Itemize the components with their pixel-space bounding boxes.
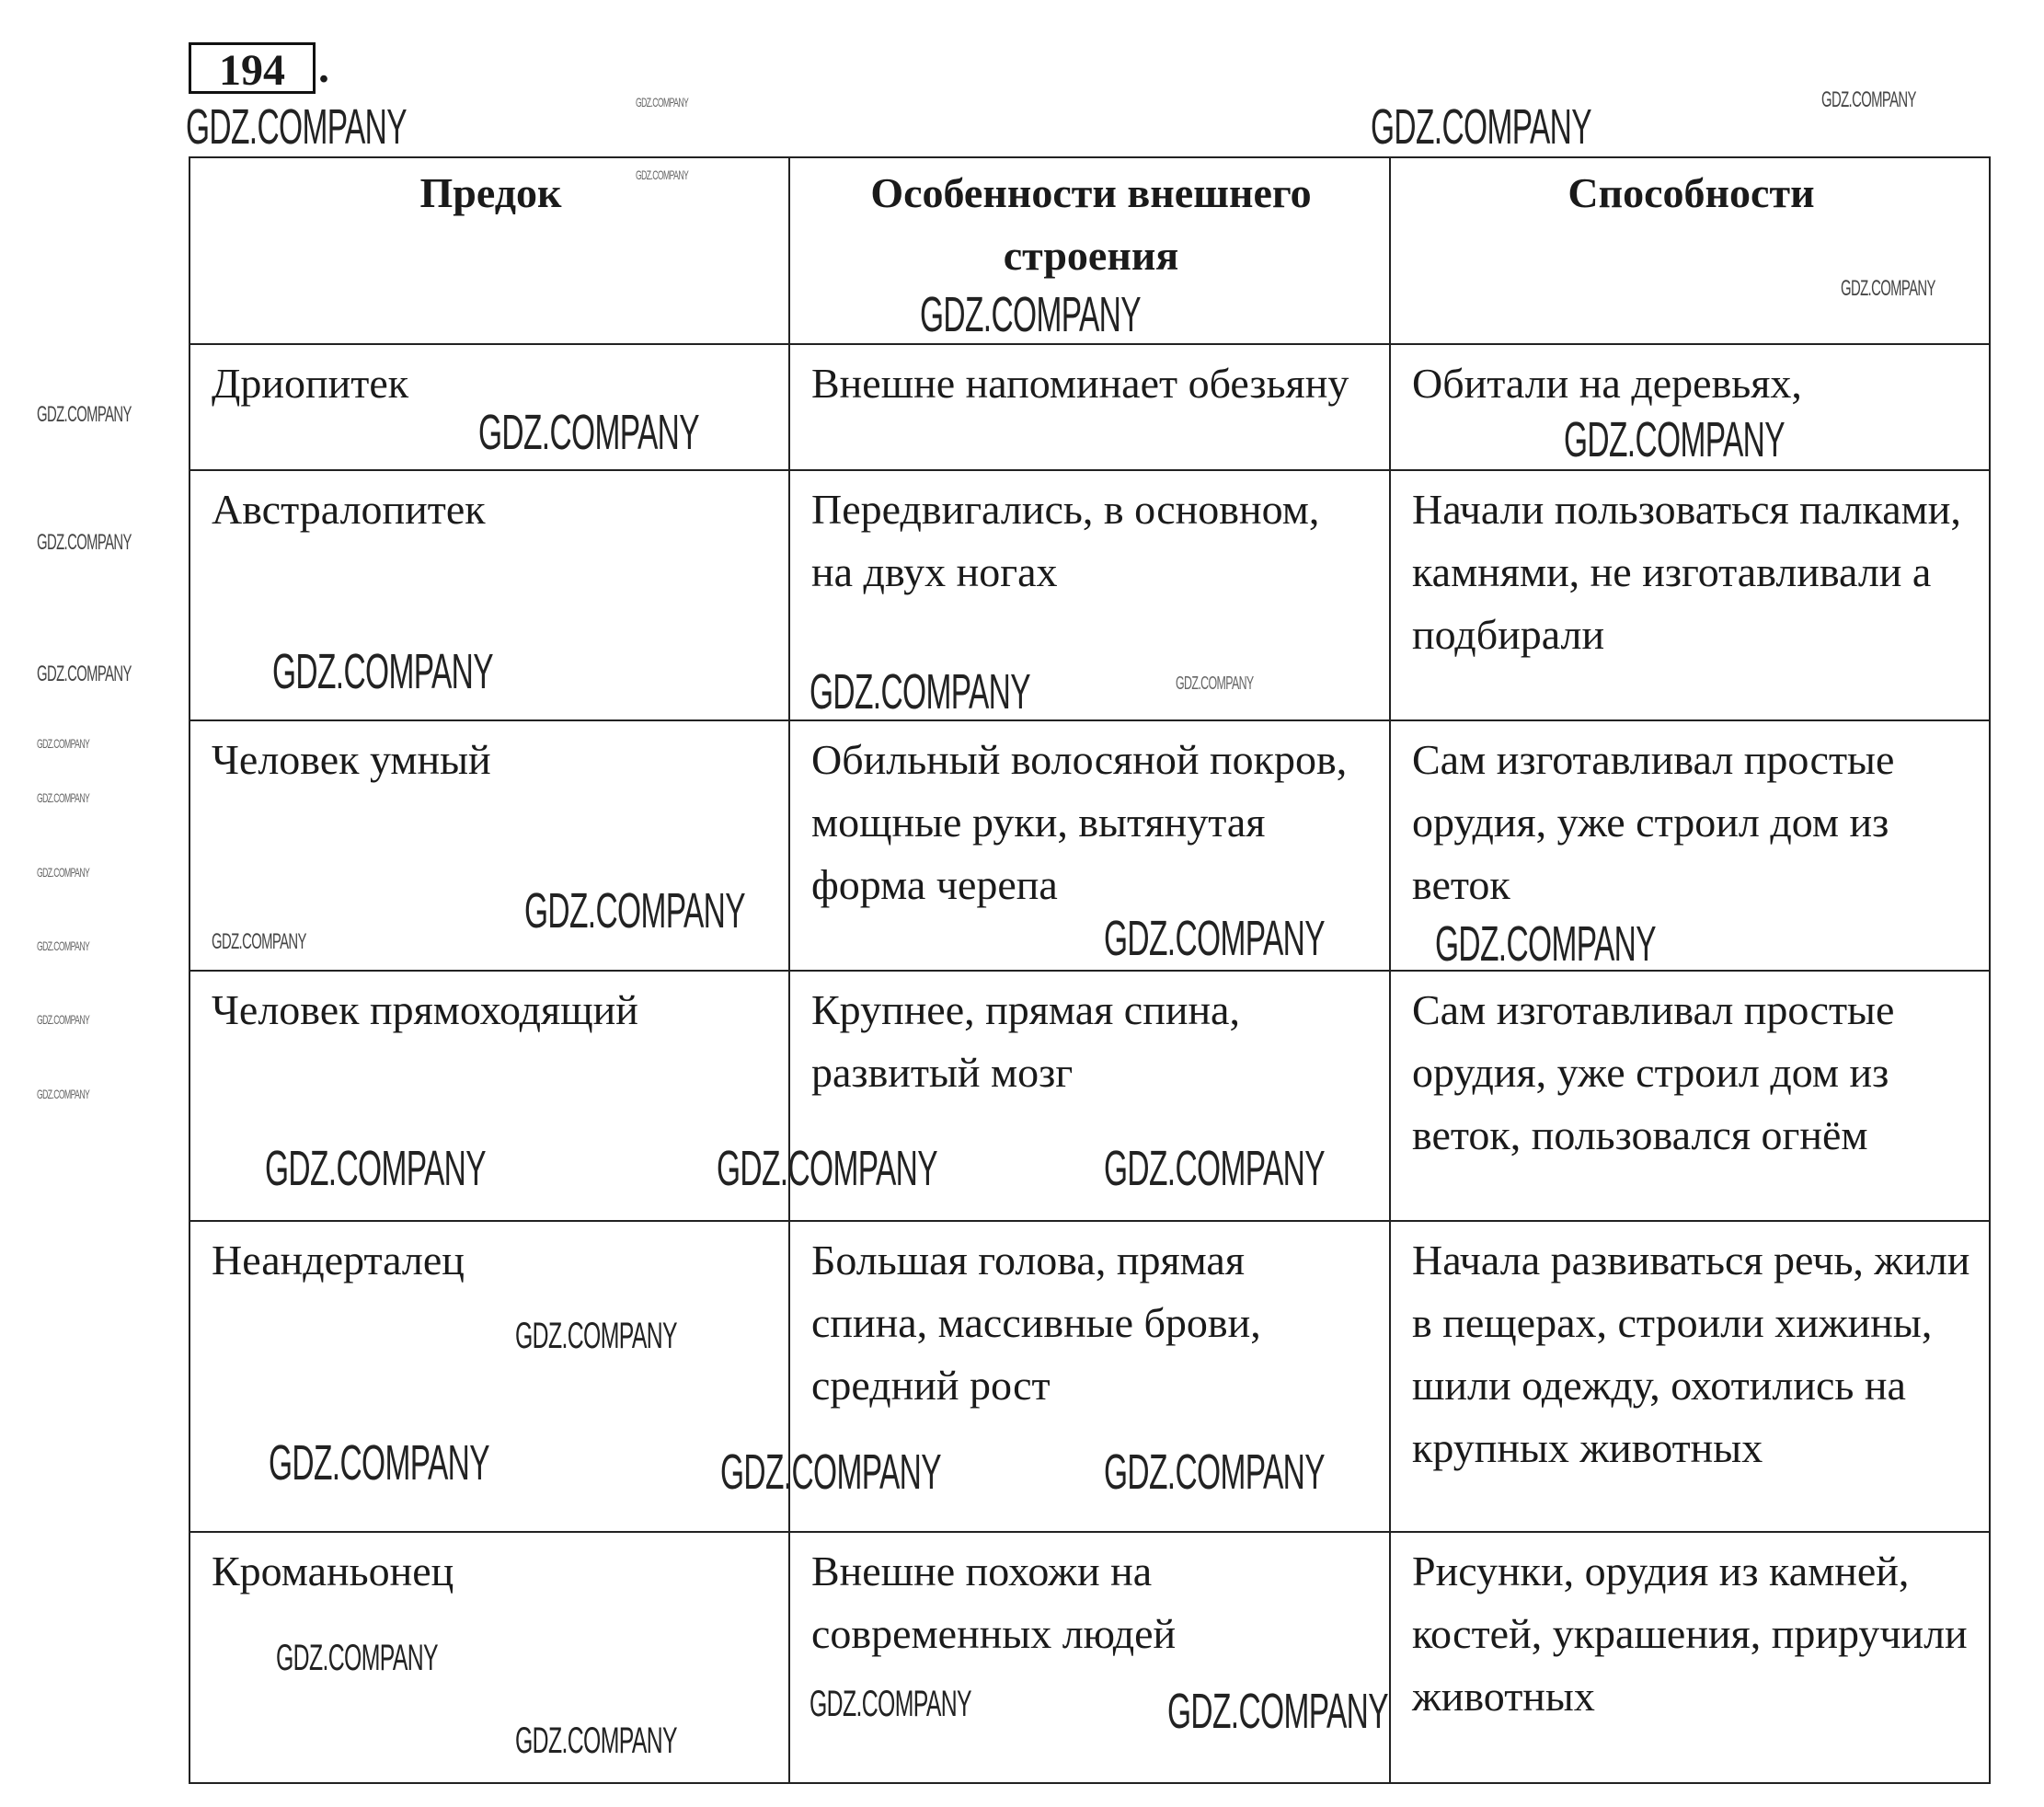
cell-abilities: Обитали на деревьях, <box>1390 344 1990 470</box>
exercise-number-dot: . <box>318 43 329 92</box>
watermark: GDZ.COMPANY <box>269 1435 489 1490</box>
cell-abilities: Начала развиваться речь, жили в пещерах, строили хижины, шили одежду, охотились на крупных животных <box>1390 1221 1990 1532</box>
watermark: GDZ.COMPANY <box>636 95 689 109</box>
cell-features: Большая голова, прямая спина, массивные брови, средний рост <box>789 1221 1390 1532</box>
cell-ancestor: Кроманьонец <box>189 1532 789 1783</box>
cell-abilities: Сам изготавливал простые орудия, уже строил дом из веток <box>1390 720 1990 971</box>
cell-abilities: Рисунки, орудия из камней, костей, украшения, приручили животных <box>1390 1532 1990 1783</box>
watermark: GDZ.COMPANY <box>1821 87 1916 112</box>
cell-abilities: Сам изготавливал простые орудия, уже строил дом из веток, пользовался огнём <box>1390 971 1990 1221</box>
watermark: GDZ.COMPANY <box>920 287 1141 342</box>
watermark: GDZ.COMPANY <box>1435 916 1656 972</box>
watermark: GDZ.COMPANY <box>212 929 306 954</box>
cell-ancestor: Человек прямоходящий <box>189 971 789 1221</box>
watermark: GDZ.COMPANY <box>186 99 407 155</box>
watermark: GDZ.COMPANY <box>636 167 689 182</box>
watermark: GDZ.COMPANY <box>810 664 1030 719</box>
watermark: GDZ.COMPANY <box>276 1638 438 1678</box>
watermark: GDZ.COMPANY <box>1167 1684 1388 1739</box>
watermark: GDZ.COMPANY <box>515 1721 677 1761</box>
cell-features: Передвигались, в основном, на двух ногах <box>789 470 1390 720</box>
cell-features: Крупнее, прямая спина, развитый мозг <box>789 971 1390 1221</box>
ancestors-table <box>189 156 1991 1784</box>
watermark: GDZ.COMPANY <box>1104 1444 1325 1500</box>
watermark: GDZ.COMPANY <box>1564 412 1785 467</box>
watermark: GDZ.COMPANY <box>524 883 745 938</box>
watermark: GDZ.COMPANY <box>515 1316 677 1356</box>
watermark: GDZ.COMPANY <box>720 1444 941 1500</box>
watermark: GDZ.COMPANY <box>37 1012 90 1027</box>
watermark: GDZ.COMPANY <box>1104 911 1325 966</box>
cell-ancestor: Австралопитек <box>189 470 789 720</box>
watermark: GDZ.COMPANY <box>37 530 132 555</box>
cell-abilities: Начали пользоваться палками, камнями, не изготавливали а подбирали <box>1390 470 1990 720</box>
watermark: GDZ.COMPANY <box>37 865 90 880</box>
watermark: GDZ.COMPANY <box>37 938 90 953</box>
cell-ancestor: Неандерталец <box>189 1221 789 1532</box>
watermark: GDZ.COMPANY <box>37 790 90 805</box>
cell-ancestor: Человек умный <box>189 720 789 971</box>
exercise-number: 194 <box>189 42 316 94</box>
watermark: GDZ.COMPANY <box>37 662 132 686</box>
header-ancestor: Предок <box>189 157 789 344</box>
watermark: GDZ.COMPANY <box>1104 1141 1325 1196</box>
header-features: Особенности внешнего строения <box>789 157 1390 344</box>
watermark: GDZ.COMPANY <box>717 1141 937 1196</box>
table-row <box>189 1532 1990 1783</box>
watermark: GDZ.COMPANY <box>478 405 699 460</box>
watermark: GDZ.COMPANY <box>272 644 493 699</box>
watermark: GDZ.COMPANY <box>37 402 132 427</box>
watermark: GDZ.COMPANY <box>1371 99 1591 155</box>
watermark: GDZ.COMPANY <box>810 1684 971 1724</box>
table-row <box>189 720 1990 971</box>
watermark: GDZ.COMPANY <box>1176 673 1254 694</box>
cell-ancestor: Дриопитек <box>189 344 789 470</box>
watermark: GDZ.COMPANY <box>37 736 90 751</box>
cell-features: Внешне похожи на современных людей <box>789 1532 1390 1783</box>
cell-features: Обильный волосяной покров, мощные руки, вытянутая форма черепа <box>789 720 1390 971</box>
cell-features: Внешне напоминает обезьяну <box>789 344 1390 470</box>
watermark: GDZ.COMPANY <box>1841 276 1935 301</box>
watermark: GDZ.COMPANY <box>265 1141 486 1196</box>
watermark: GDZ.COMPANY <box>37 1087 90 1101</box>
header-abilities: Способности <box>1390 157 1990 344</box>
